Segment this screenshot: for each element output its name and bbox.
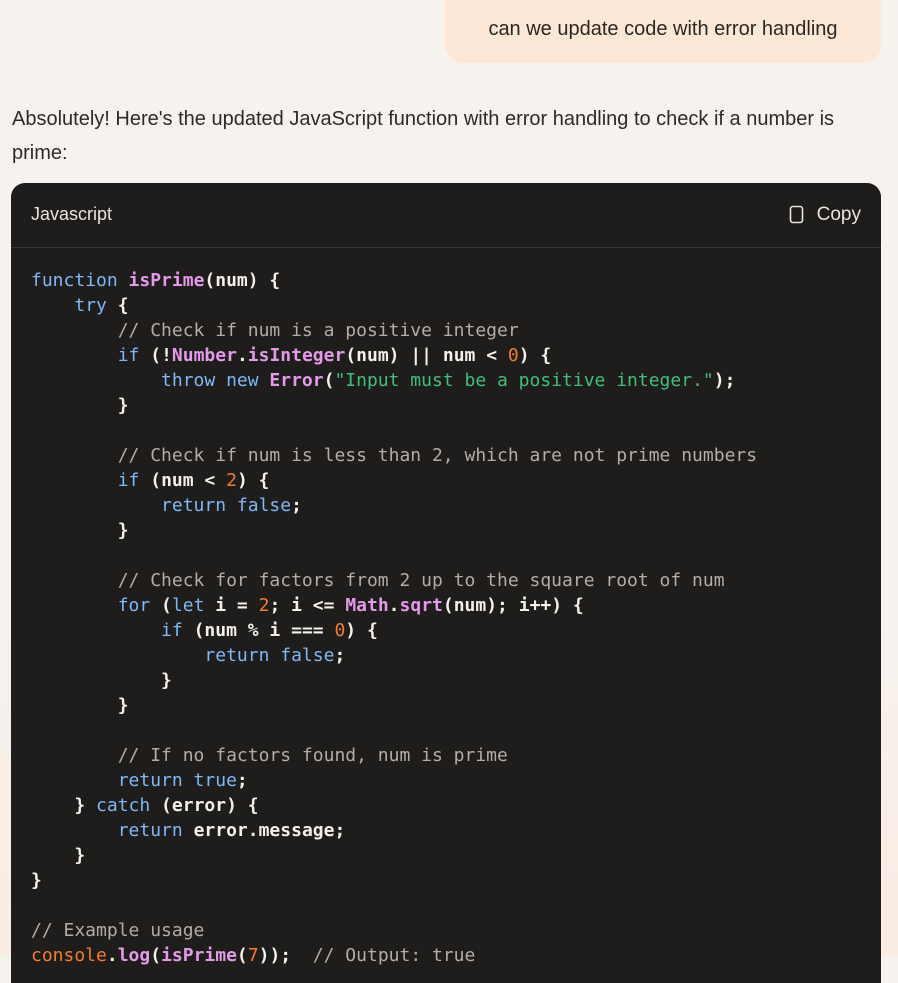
code-token: (! <box>139 345 172 366</box>
code-line <box>31 918 757 943</box>
code-line <box>31 668 757 693</box>
code-token: } <box>31 395 129 416</box>
code-line <box>31 568 757 593</box>
code-token: 2 <box>258 595 270 616</box>
code-token: ( <box>150 595 172 616</box>
code-token <box>31 370 161 391</box>
code-line <box>31 368 757 393</box>
code-token: // If no factors found, num is prime <box>117 745 508 766</box>
code-line <box>31 718 757 743</box>
code-line <box>31 318 757 343</box>
code-line <box>31 493 757 518</box>
code-line <box>31 793 757 818</box>
code-token: let <box>171 595 205 616</box>
code-token <box>31 770 118 791</box>
code-token: 0 <box>507 345 519 366</box>
code-token: . <box>388 595 400 616</box>
code-token: (num) || num < <box>345 345 508 366</box>
code-block <box>11 183 881 983</box>
code-token <box>31 345 118 366</box>
code-token: ; <box>236 770 248 791</box>
code-token: } <box>31 670 172 691</box>
code-line <box>31 643 757 668</box>
copy-icon <box>787 204 807 226</box>
code-token: )); <box>258 945 313 966</box>
code-token <box>31 320 118 341</box>
code-line <box>31 518 757 543</box>
code-token: // Check for factors from 2 up to the square root of num <box>117 570 725 591</box>
code-token: // Check if num is a positive integer <box>117 320 519 341</box>
code-token: isInteger <box>247 345 346 366</box>
code-token: . <box>236 345 248 366</box>
code-token: ; i <= <box>269 595 346 616</box>
code-token: Math <box>345 595 389 616</box>
code-token <box>31 620 161 641</box>
code-token: } <box>31 520 129 541</box>
code-token: ; <box>334 645 346 666</box>
code-token: if <box>161 620 183 641</box>
code-line <box>31 843 757 868</box>
code-line <box>31 868 757 893</box>
code-token: "Input must be a positive integer." <box>334 370 714 391</box>
code-token: ) { <box>345 620 378 641</box>
code-token <box>31 820 118 841</box>
code-line <box>31 818 757 843</box>
code-token: (num); i++) { <box>442 595 584 616</box>
code-token: console <box>31 945 107 966</box>
code-token: return <box>117 820 183 841</box>
code-content[interactable] <box>31 268 757 968</box>
code-token: catch <box>96 795 151 816</box>
code-token: . <box>106 945 118 966</box>
code-token: Number <box>171 345 237 366</box>
assistant-intro-text: Absolutely! Here's the updated JavaScript function with error handling to check if a number is prime: <box>12 108 835 164</box>
code-language-label: Javascript <box>31 204 113 224</box>
code-line <box>31 618 757 643</box>
code-token: { <box>106 295 129 316</box>
code-line <box>31 418 757 443</box>
code-line <box>31 268 757 293</box>
code-token: isPrime <box>161 945 237 966</box>
code-token <box>31 595 118 616</box>
code-token: 7 <box>247 945 259 966</box>
code-token: function <box>31 270 129 291</box>
code-token: return true <box>117 770 237 791</box>
code-token: (num < <box>139 470 227 491</box>
code-token: if <box>117 470 140 491</box>
code-token <box>31 295 74 316</box>
code-token <box>31 645 204 666</box>
code-token <box>31 745 118 766</box>
user-message-bubble <box>445 0 881 63</box>
code-token: ) { <box>518 345 552 366</box>
code-token: (num) { <box>204 270 281 291</box>
code-token: return false <box>204 645 335 666</box>
code-line <box>31 768 757 793</box>
code-token: i = <box>204 595 259 616</box>
code-token: error.message; <box>182 820 346 841</box>
code-token: // Check if num is less than 2, which are not prime numbers <box>117 445 758 466</box>
code-token: ; <box>291 495 302 516</box>
code-token: } <box>31 795 97 816</box>
code-token: return false <box>161 495 292 516</box>
code-token: 2 <box>226 470 237 491</box>
code-token: ( <box>150 945 162 966</box>
code-line <box>31 593 757 618</box>
code-token: (error) { <box>150 795 259 816</box>
code-token <box>31 470 118 491</box>
code-token: sqrt <box>399 595 443 616</box>
code-line <box>31 693 757 718</box>
copy-button-label: Copy <box>816 204 861 225</box>
code-token: for <box>117 595 151 616</box>
code-token: isPrime <box>128 270 205 291</box>
code-line <box>31 343 757 368</box>
code-token: log <box>117 945 151 966</box>
code-token: throw new <box>161 370 270 391</box>
code-token: ( <box>323 370 335 391</box>
code-token: } <box>31 695 129 716</box>
code-token: Error <box>269 370 324 391</box>
code-token: } <box>31 870 42 891</box>
code-line <box>31 893 757 918</box>
code-token: } <box>31 845 86 866</box>
code-token <box>31 445 118 466</box>
code-line <box>31 443 757 468</box>
code-token: 0 <box>334 620 346 641</box>
code-token <box>31 570 118 591</box>
code-token: ); <box>713 370 736 391</box>
code-line <box>31 543 757 568</box>
code-token: // Example usage <box>31 920 205 941</box>
user-message-text: can we update code with error handling <box>488 18 838 40</box>
code-token: ( <box>236 945 248 966</box>
code-token: ) { <box>236 470 270 491</box>
code-token: try <box>74 295 107 316</box>
code-token: (num % i === <box>182 620 335 641</box>
code-token: // Output: true <box>312 945 476 966</box>
code-block-header <box>11 183 881 248</box>
copy-button[interactable] <box>787 201 861 229</box>
code-line <box>31 393 757 418</box>
code-line <box>31 293 757 318</box>
code-line <box>31 943 757 968</box>
code-line <box>31 468 757 493</box>
code-line <box>31 743 757 768</box>
code-token <box>31 495 161 516</box>
code-token: if <box>117 345 140 366</box>
